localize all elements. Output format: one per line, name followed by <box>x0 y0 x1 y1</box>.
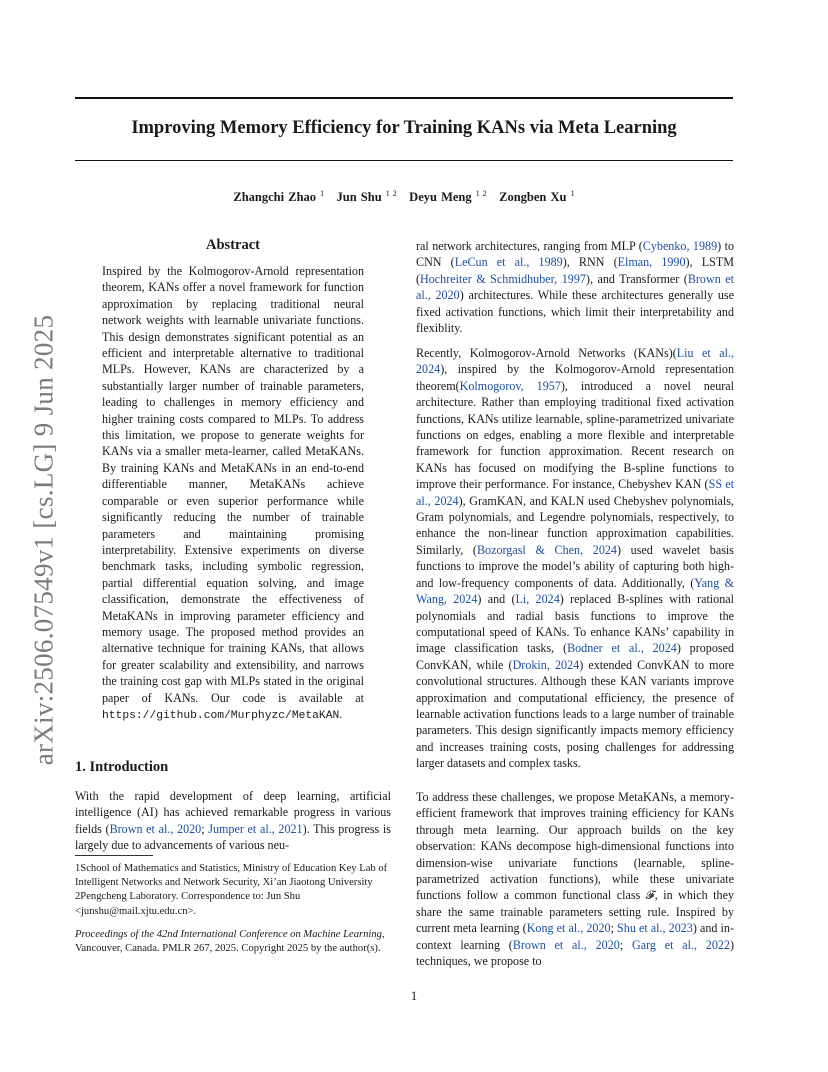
citation-link[interactable]: Brown et al., 2020 <box>416 271 734 303</box>
author-affiliation: 1 2 <box>385 189 397 198</box>
abstract-body <box>102 263 364 724</box>
citation-link[interactable]: Brown et al., 2020 <box>512 937 620 952</box>
citation-link[interactable]: Brown et al., 2020 <box>109 821 202 836</box>
citation-link[interactable]: Yang & Wang, 2024 <box>416 575 734 607</box>
abstract-end: . <box>339 706 343 721</box>
paragraph-text: ), GramKAN, and KALN used Chebyshev polynomials, Gram polynomials, and Legendre polynomials, respectively, to enhance the non-linear function approximation capabilities. Similarly, ( <box>416 493 734 557</box>
citation-link[interactable]: Shu et al., 2023 <box>617 921 693 936</box>
paper-title: Improving Memory Efficiency for Training KANs via Meta Learning <box>131 118 677 138</box>
citation-link[interactable]: Jumper et al., 2021 <box>208 821 303 836</box>
paragraph-text: ) architectures. While these architectures generally use fixed activation functions, which limit their interpretability and flexiblity. <box>416 288 734 336</box>
introduction-paragraph <box>75 788 391 854</box>
intro-text: ; <box>201 821 209 836</box>
paragraph-text: ral network architectures, ranging from MLP ( <box>416 239 643 253</box>
citation-link[interactable]: Kong et al., 2020 <box>526 921 611 936</box>
citation-link[interactable]: Drokin, 2024 <box>512 657 580 672</box>
paragraph-text: ), LSTM ( <box>416 255 734 286</box>
paragraph-text: ), inspired by the Kolmogorov-Arnold representation theorem( <box>416 362 734 393</box>
citation-link[interactable]: Li, 2024 <box>515 592 560 607</box>
footnote-divider <box>75 855 153 856</box>
intro-text: With the rapid development of deep learning, artificial intelligence (AI) has achieved remarkable progress in various fields ( <box>75 789 391 836</box>
paragraph-text: ) to CNN ( <box>416 239 735 270</box>
intro-text: ). This progress is largely due to advancements of various neu- <box>75 821 391 853</box>
citation-link[interactable]: Elman, 1990 <box>617 255 686 270</box>
citation-link[interactable]: Liu et al., 2024 <box>416 346 735 377</box>
proceedings-venue: Proceedings of the 42nd International Conference on Machine Learning <box>75 929 382 940</box>
citation-link[interactable]: Cybenko, 1989 <box>642 239 718 253</box>
paragraph-text: ) techniques, we propose to <box>416 937 735 969</box>
paragraph-text: ) used wavelet basis functions to improve the model’s ability of capturing both high- and low-frequency components of data. Additionally, ( <box>416 542 734 590</box>
author-list <box>75 189 733 205</box>
page-number: 1 <box>410 989 418 1003</box>
right-column-paragraph-3 <box>416 789 734 969</box>
paragraph-text: ; <box>610 921 618 936</box>
title-rule-bottom <box>75 160 733 161</box>
title-rule-top <box>75 97 733 99</box>
citation-link[interactable]: Hochreiter & Schmidhuber, 1997 <box>420 271 586 286</box>
paragraph-text: ) extended ConvKAN to more convolutional structures. Although these KAN variants improve approximation and computational efficiency, the presence of learnable activation functions leads to a large number of trainable parameters. This design significantly impacts memory efficiency and increases training costs, posing challenges for addressing larger datasets and complex tasks. <box>416 657 735 771</box>
author-affiliation: 1 <box>320 189 325 198</box>
author-name: Zhangchi Zhao <box>233 190 317 205</box>
arxiv-identifier-stamp: arXiv:2506.07549v1 [cs.LG] 9 Jun 2025 <box>28 314 59 766</box>
paragraph-text: ), RNN ( <box>562 255 618 270</box>
paragraph-text: ) and in-context learning ( <box>416 921 734 952</box>
right-column-paragraph-2 <box>416 345 734 772</box>
author-affiliation: 1 2 <box>475 189 487 198</box>
paragraph-text: ) replaced B-splines with rational polynomials and radial basis functions to improve the computational speed of KANs. To enhance KANs’ capability in image classification tasks, ( <box>416 592 734 656</box>
right-column-paragraph-1 <box>416 238 734 336</box>
proceedings-details: , Vancouver, Canada. PMLR 267, 2025. Copyright 2025 by the author(s). <box>75 929 385 955</box>
author-name: Deyu Meng <box>409 190 472 205</box>
section-heading-introduction: 1. Introduction <box>75 759 169 775</box>
citation-link[interactable]: SS et al., 2024 <box>416 477 734 508</box>
citation-link[interactable]: LeCun et al., 1989 <box>454 255 563 270</box>
author-name: Zongben Xu <box>499 190 567 205</box>
paragraph-text: ) proposed ConvKAN, while ( <box>416 641 734 672</box>
citation-link[interactable]: Kolmogorov, 1957 <box>459 378 561 393</box>
code-repository-link[interactable]: https://github.com/Murphyzc/MetaKAN <box>102 709 340 722</box>
proceedings-note <box>75 928 391 956</box>
paragraph-text: To address these challenges, we propose MetaKANs, a memory-efficient framework that improves training efficiency for KANs through meta learning. Our approach builds on the key observation: KANs decompose high-dimensional functions into dimension-wise univariate functions (learnable, spline-parametrized activation functions), while these univariate functions follow a common functional class 𝓕, in which they share the same trainable parameters setting rule. Inspired by current meta learning ( <box>416 790 734 936</box>
citation-link[interactable]: Bozorgasl & Chen, 2024 <box>476 542 617 557</box>
paragraph-text: ), introduced a novel neural architecture. Rather than employing traditional fixed activation functions, KANs utilize learnable, spline-parametrized univariate functions on edges, enabling a more flexible and interpretable framework for function approximation. Recent research on KANs has focused on modifying the B-spline functions to improve their performance. For instance, Chebyshev KAN ( <box>416 378 734 492</box>
affiliation-footnote: 1School of Mathematics and Statistics, Ministry of Education Key Lab of Intelligent Networks and Network Security, Xi’an Jiaotong University 2Pengcheng Laboratory. Correspondence to: Jun Shu <junshu@mail.xjtu.edu.cn>. <box>75 863 388 917</box>
abstract-text: Inspired by the Kolmogorov-Arnold representation theorem, KANs offer a novel framework for function approximation by replacing traditional neural network weights with learnable univariate functions. This design demonstrates significant potential as an efficient and interpretable alternative to traditional MLPs. However, KANs are characterized by a substantially larger number of trainable parameters, leading to challenges in memory efficiency and higher training costs compared to MLPs. To address this limitation, we propose to generate weights for KANs via a smaller meta-learner, called MetaKANs. By training KANs and MetaKANs in an end-to-end differentiable manner, MetaKANs achieve comparable or even superior performance while significantly reducing the number of trainable parameters and maintaining promising interpretability. Extensive experiments on diverse benchmark tasks, including symbolic regression, partial differential equation solving, and image classification, demonstrate the effectiveness of MetaKANs in improving parameter efficiency and memory usage. The proposed method provides an alternative technique for training KANs, that allows for greater scalability and extensibility, and narrows the training cost gap with MLPs stated in the original paper of KANs. Our code is available at <box>102 264 364 705</box>
author-affiliation: 1 <box>570 189 575 198</box>
citation-link[interactable]: Bodner et al., 2024 <box>567 641 677 656</box>
paragraph-text: Recently, Kolmogorov-Arnold Networks (KANs)( <box>416 346 677 360</box>
citation-link[interactable]: Garg et al., 2022 <box>631 937 730 952</box>
paragraph-text: ; <box>619 937 632 952</box>
paragraph-text: ) and ( <box>477 592 516 607</box>
paragraph-text: ), and Transformer ( <box>585 271 688 286</box>
abstract-heading: Abstract <box>206 237 260 253</box>
author-name: Jun Shu <box>336 190 382 205</box>
